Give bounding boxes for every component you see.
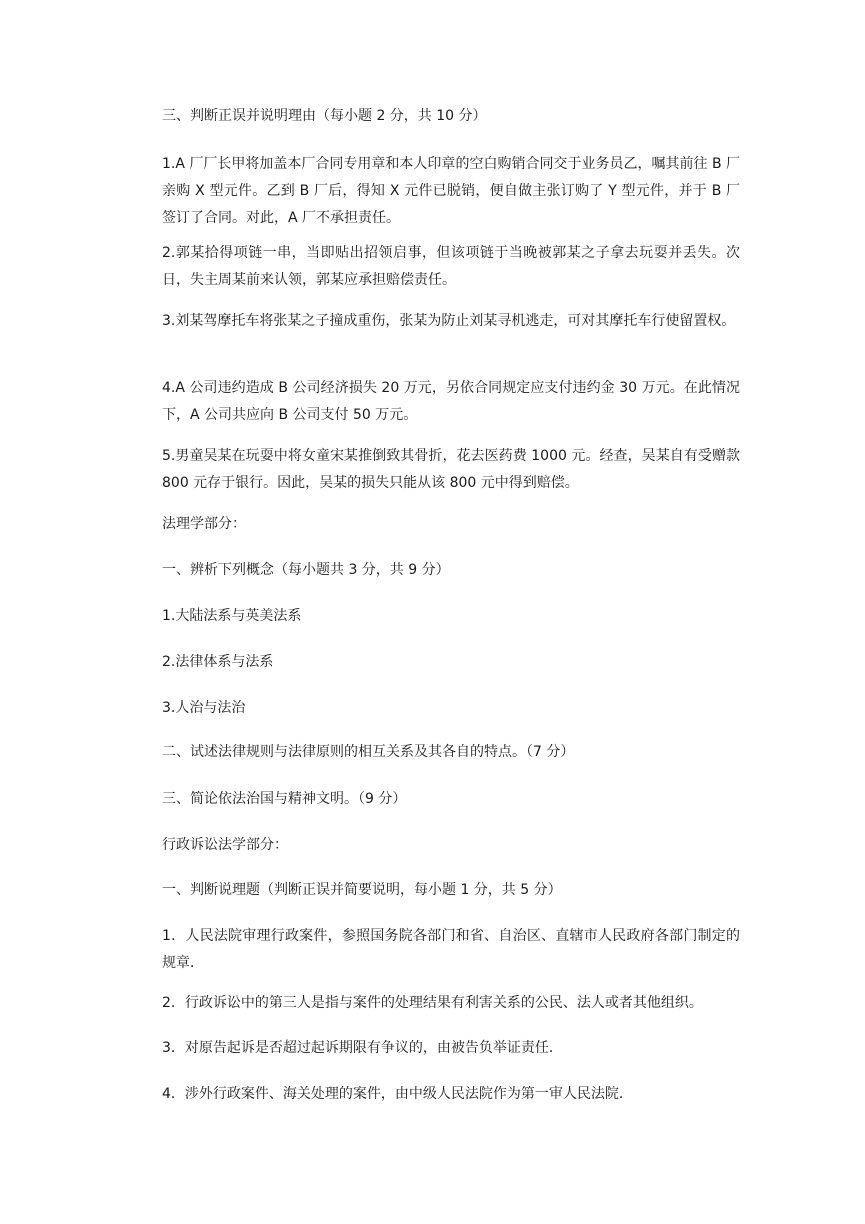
question-paragraph: 3．对原告起诉是否超过起诉期限有争议的，由被告负举证责任． xyxy=(162,1040,563,1056)
list-item: 2.法律体系与法系 xyxy=(162,654,274,670)
question-paragraph: 1．人民法院审理行政案件，参照国务院各部门和省、自治区、直辖市人民政府各部门制定的规章． xyxy=(162,928,740,971)
section-heading-judgment: 三、判断正误并说明理由（每小题 2 分，共 10 分） xyxy=(162,108,487,124)
question-paragraph: 5.男童吴某在玩耍中将女童宋某推倒致其骨折，花去医药费 1000 元。经查，吴某自有受赠款 800 元存于银行。因此，吴某的损失只能从该 800 元中得到赔偿。 xyxy=(162,448,740,491)
question-paragraph: 1.A 厂厂长甲将加盖本厂合同专用章和本人印章的空白购销合同交于业务员乙，嘱其前往 B 厂亲购 X 型元件。乙到 B 厂后，得知 X 元件已脱销，便自做主张订购了 Y 型元件，并于 B 厂签订了合同。对此，A 厂不承担责任。 xyxy=(162,156,740,226)
essay-question: 三、简论依法治国与精神文明。（9 分） xyxy=(162,791,407,807)
section-heading-judgment-reasoning: 一、判断说理题（判断正误并简要说明，每小题 1 分，共 5 分） xyxy=(162,882,562,898)
list-item: 1.大陆法系与英美法系 xyxy=(162,608,302,624)
section-heading-concepts: 一、辨析下列概念（每小题共 3 分，共 9 分） xyxy=(162,562,450,578)
essay-question: 二、试述法律规则与法律原则的相互关系及其各自的特点。（7 分） xyxy=(162,744,575,760)
section-title-administrative-litigation: 行政诉讼法学部分： xyxy=(162,837,288,853)
question-paragraph: 4.A 公司违约造成 B 公司经济损失 20 万元，另依合同规定应支付违约金 30 万元。在此情况下，A 公司共应向 B 公司支付 50 万元。 xyxy=(162,380,740,423)
question-paragraph: 2.郭某拾得项链一串，当即贴出招领启事，但该项链于当晚被郭某之子拿去玩耍并丢失。次日，失主周某前来认领，郭某应承担赔偿责任。 xyxy=(162,245,740,288)
question-paragraph: 2．行政诉讼中的第三人是指与案件的处理结果有利害关系的公民、法人或者其他组织。 xyxy=(162,995,703,1011)
list-item: 3.人治与法治 xyxy=(162,700,246,716)
section-title-jurisprudence: 法理学部分： xyxy=(162,516,246,532)
question-paragraph: 4．涉外行政案件、海关处理的案件，由中级人民法院作为第一审人民法院． xyxy=(162,1086,633,1102)
question-paragraph: 3.刘某驾摩托车将张某之子撞成重伤，张某为防止刘某寻机逃走，可对其摩托车行使留置权。 xyxy=(162,313,736,329)
